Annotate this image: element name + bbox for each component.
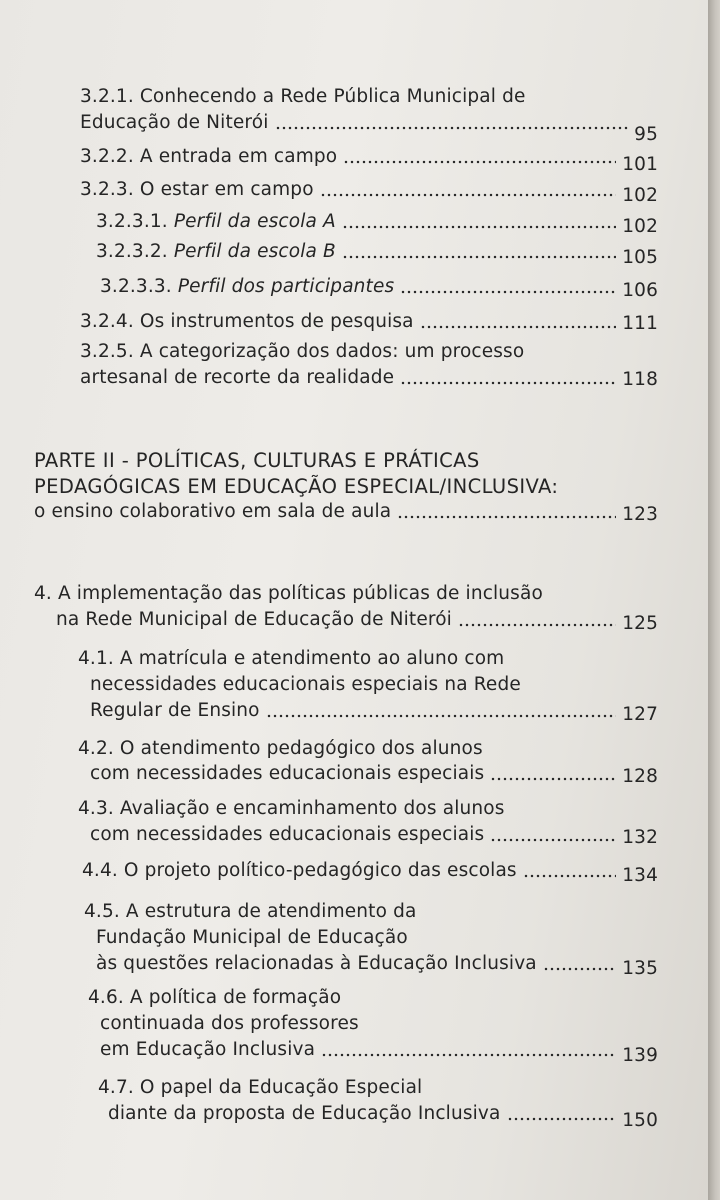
toc-entry-page: 125: [622, 613, 658, 634]
toc-entry-line: [78, 800, 505, 819]
toc-entry-last-line: [80, 369, 658, 388]
leader-dots: [490, 838, 616, 842]
toc-entry-page: 102: [622, 185, 658, 206]
leader-dots: [420, 325, 617, 329]
toc-entry-line: [80, 343, 524, 362]
leader-dots: [523, 874, 617, 878]
toc-entry-last-line: [100, 1039, 658, 1066]
toc-part-subtitle: o ensino colaborativo em sala de aula: [34, 501, 392, 522]
toc-entry-line: [88, 989, 341, 1008]
toc-entry-number: 3.2.3.1.: [96, 211, 168, 232]
toc-entry-title: O projeto político-pedagógico das escolas: [123, 860, 517, 881]
toc-entry-last-line: [100, 276, 658, 301]
leader-dots: [343, 160, 616, 164]
leader-dots: [342, 225, 616, 229]
toc-entry-page: 135: [622, 958, 658, 979]
toc-entry-number: 4.: [34, 583, 52, 604]
toc-entry-title: Regular de Ensino: [90, 700, 260, 721]
book-page-edge: [708, 0, 720, 1200]
toc-entry-title: Perfil dos participantes: [177, 276, 395, 297]
toc-entry-page: 111: [622, 313, 658, 334]
leader-dots: [275, 126, 629, 130]
toc-entry-last-line: [80, 179, 658, 206]
toc-entry-number: 3.2.2.: [80, 146, 134, 167]
leader-dots: [320, 193, 617, 197]
toc-entry-title: Conhecendo a Rede Pública Municipal de: [139, 86, 526, 107]
toc-entry-last-line: [96, 241, 658, 268]
toc-entry-line: [98, 1079, 422, 1098]
toc-entry-title: com necessidades educacionais especiais: [90, 824, 485, 845]
toc-entry-title: artesanal de recorte da realidade: [80, 367, 395, 388]
toc-entry-title: Educação de Niterói: [80, 112, 269, 133]
toc-entry-line: necessidades educacionais especiais na Rede: [90, 674, 521, 695]
toc-entry-title: A implementação das políticas públicas de inclusão: [57, 583, 543, 604]
toc-entry-page: 95: [634, 124, 658, 145]
toc-entry-last-line: [34, 501, 658, 525]
leader-dots: [543, 967, 616, 971]
toc-entry-line: [84, 903, 416, 922]
toc-entry-number: 4.4.: [82, 860, 118, 881]
toc-entry-line: [78, 740, 483, 759]
toc-entry-title: às questões relacionadas à Educação Inclusiva: [96, 953, 537, 974]
leader-dots: [490, 777, 616, 781]
toc-entry-last-line: [80, 313, 658, 332]
toc-entry-title: com necessidades educacionais especiais: [90, 763, 485, 784]
toc-entry-page: 101: [622, 154, 658, 175]
toc-entry-title: Perfil da escola A: [173, 211, 336, 232]
toc-entry-title: A entrada em campo: [139, 146, 338, 167]
toc-entry-last-line: [108, 1103, 658, 1131]
leader-dots: [400, 381, 616, 385]
toc-entry-number: 4.3.: [78, 798, 114, 819]
toc-entry-title: A matrícula e atendimento ao aluno com: [119, 648, 505, 669]
toc-entry-number: 3.2.3.: [80, 179, 134, 200]
toc-entry-title: O papel da Educação Especial: [139, 1077, 423, 1098]
toc-entry-number: 3.2.1.: [80, 86, 134, 107]
toc-entry-last-line: [82, 860, 658, 886]
toc-entry-line: [78, 650, 504, 669]
toc-entry-line: Fundação Municipal de Educação: [96, 927, 408, 948]
toc-entry-number: 3.2.3.2.: [96, 241, 168, 262]
leader-dots: [507, 1117, 617, 1121]
toc-entry-last-line: [56, 609, 658, 634]
toc-entry-last-line: [96, 211, 658, 237]
leader-dots: [342, 255, 616, 259]
toc-entry-last-line: [90, 700, 658, 725]
toc-entry-last-line: [90, 763, 658, 787]
leader-dots: [458, 623, 616, 627]
toc-entry-title: A categorização dos dados: um processo: [139, 341, 525, 362]
toc-entry-number: 3.2.4.: [80, 311, 134, 332]
toc-entry-page: 127: [622, 704, 658, 725]
toc-entry-number: 4.5.: [84, 901, 120, 922]
toc-entry-page: 139: [622, 1045, 658, 1066]
toc-entry-line: continuada dos professores: [100, 1013, 359, 1034]
toc-entry-number: 4.6.: [88, 987, 124, 1008]
toc-entry-number: 3.2.5.: [80, 341, 134, 362]
toc-part-heading: PARTE II - POLÍTICAS, CULTURAS E PRÁTICAS: [34, 449, 480, 472]
leader-dots: [397, 515, 616, 519]
toc-entry-number: 3.2.3.3.: [100, 276, 172, 297]
toc-entry-page: 134: [622, 865, 658, 886]
toc-entry-title: A estrutura de atendimento da: [125, 901, 417, 922]
toc-entry-title: em Educação Inclusiva: [100, 1039, 316, 1060]
toc-entry-page: 105: [622, 247, 658, 268]
toc-entry-page: 123: [622, 504, 658, 525]
toc-entry-page: 118: [622, 369, 658, 390]
toc-entry-title: na Rede Municipal de Educação de Niterói: [56, 609, 452, 630]
toc-entry-title: Os instrumentos de pesquisa: [139, 311, 414, 332]
toc-entry-title: O estar em campo: [139, 179, 314, 200]
toc-entry-page: 150: [622, 1110, 658, 1131]
toc-entry-page: 132: [622, 827, 658, 848]
toc-entry-title: O atendimento pedagógico dos alunos: [119, 738, 483, 759]
toc-entry-page: 102: [622, 216, 658, 237]
leader-dots: [400, 290, 616, 294]
toc-entry-last-line: [90, 824, 658, 848]
toc-entry-line: [34, 585, 543, 604]
leader-dots: [321, 1053, 616, 1057]
toc-entry-number: 4.1.: [78, 648, 114, 669]
toc-entry-title: Perfil da escola B: [173, 241, 336, 262]
toc-entry-number: 4.2.: [78, 738, 114, 759]
toc-entry-title: A política de formação: [129, 987, 342, 1008]
toc-entry-line: [80, 88, 526, 107]
toc-entry-last-line: [80, 146, 658, 175]
toc-entry-last-line: [96, 953, 658, 979]
toc-entry-title: Avaliação e encaminhamento dos alunos: [119, 798, 505, 819]
leader-dots: [266, 714, 617, 718]
toc-entry-title: diante da proposta de Educação Inclusiva: [108, 1103, 501, 1124]
toc-entry-page: 128: [622, 766, 658, 787]
toc-entry-page: 106: [622, 280, 658, 301]
toc-entry-number: 4.7.: [98, 1077, 134, 1098]
toc-part-heading: PEDAGÓGICAS EM EDUCAÇÃO ESPECIAL/INCLUSIVA:: [34, 475, 559, 498]
toc-entry-last-line: [80, 112, 658, 145]
